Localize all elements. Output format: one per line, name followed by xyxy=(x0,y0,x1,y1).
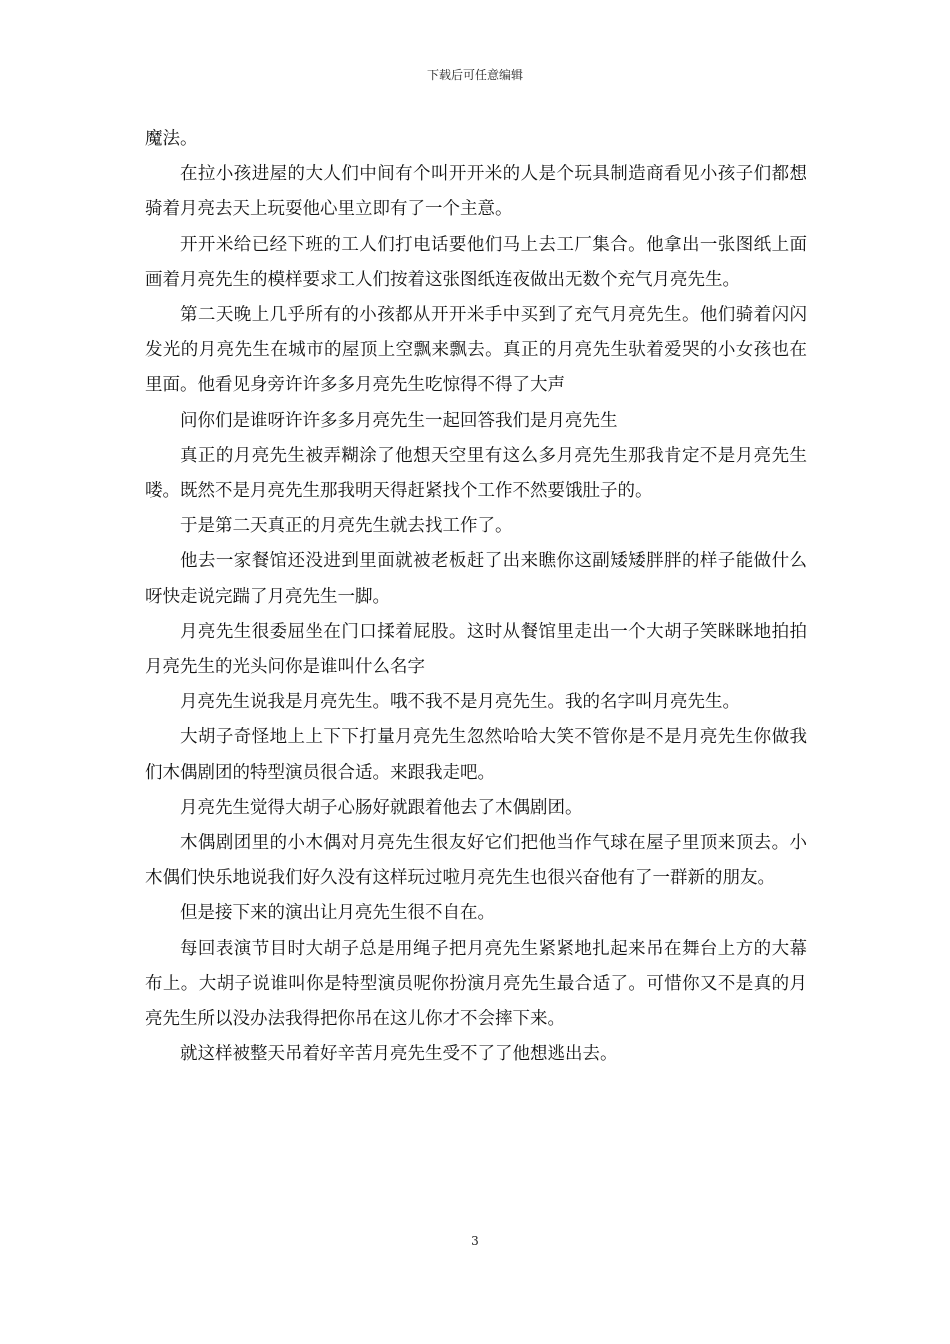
paragraph: 月亮先生很委屈坐在门口揉着屁股。这时从餐馆里走出一个大胡子笑眯眯地拍拍月亮先生的光头问你是谁叫什么名字 xyxy=(145,621,807,678)
document-body xyxy=(145,122,807,1072)
paragraph: 魔法。 xyxy=(145,129,198,149)
page-header: 下载后可任意编辑 xyxy=(426,68,523,82)
paragraph: 就这样被整天吊着好辛苦月亮先生受不了了他想逃出去。 xyxy=(180,1044,618,1065)
paragraph: 但是接下来的演出让月亮先生很不自在。 xyxy=(180,903,495,924)
page-number: 3 xyxy=(471,1234,479,1248)
paragraph: 问你们是谁呀许许多多月亮先生一起回答我们是月亮先生 xyxy=(180,410,618,431)
paragraph: 真正的月亮先生被弄糊涂了他想天空里有这么多月亮先生那我肯定不是月亮先生喽。既然不是月亮先生那我明天得赶紧找个工作不然要饿肚子的。 xyxy=(145,445,807,502)
paragraph: 月亮先生觉得大胡子心肠好就跟着他去了木偶剧团。 xyxy=(180,797,583,818)
paragraph: 第二天晚上几乎所有的小孩都从开开米手中买到了充气月亮先生。他们骑着闪闪发光的月亮先生在城市的屋顶上空飘来飘去。真正的月亮先生驮着爱哭的小女孩也在里面。他看见身旁许许多多月亮先生吃惊得不得了大声 xyxy=(145,305,807,396)
paragraph: 月亮先生说我是月亮先生。哦不我不是月亮先生。我的名字叫月亮先生。 xyxy=(180,692,740,713)
paragraph: 开开米给已经下班的工人们打电话要他们马上去工厂集合。他拿出一张图纸上面画着月亮先生的模样要求工人们按着这张图纸连夜做出无数个充气月亮先生。 xyxy=(145,234,807,290)
paragraph: 大胡子奇怪地上上下下打量月亮先生忽然哈哈大笑不管你是不是月亮先生你做我们木偶剧团的特型演员很合适。来跟我走吧。 xyxy=(145,727,807,783)
paragraph: 于是第二天真正的月亮先生就去找工作了。 xyxy=(180,516,513,537)
paragraph: 他去一家餐馆还没进到里面就被老板赶了出来瞧你这副矮矮胖胖的样子能做什么呀快走说完踹了月亮先生一脚。 xyxy=(145,551,807,607)
paragraph: 在拉小孩进屋的大人们中间有个叫开开米的人是个玩具制造商看见小孩子们都想骑着月亮去天上玩耍他心里立即有了一个主意。 xyxy=(145,164,807,220)
paragraph: 每回表演节目时大胡子总是用绳子把月亮先生紧紧地扎起来吊在舞台上方的大幕布上。大胡子说谁叫你是特型演员呢你扮演月亮先生最合适了。可惜你又不是真的月亮先生所以没办法我得把你吊在这儿你才不会摔下来。 xyxy=(145,938,807,1030)
paragraph: 木偶剧团里的小木偶对月亮先生很友好它们把他当作气球在屋子里顶来顶去。小木偶们快乐地说我们好久没有这样玩过啦月亮先生也很兴奋他有了一群新的朋友。 xyxy=(145,833,807,889)
